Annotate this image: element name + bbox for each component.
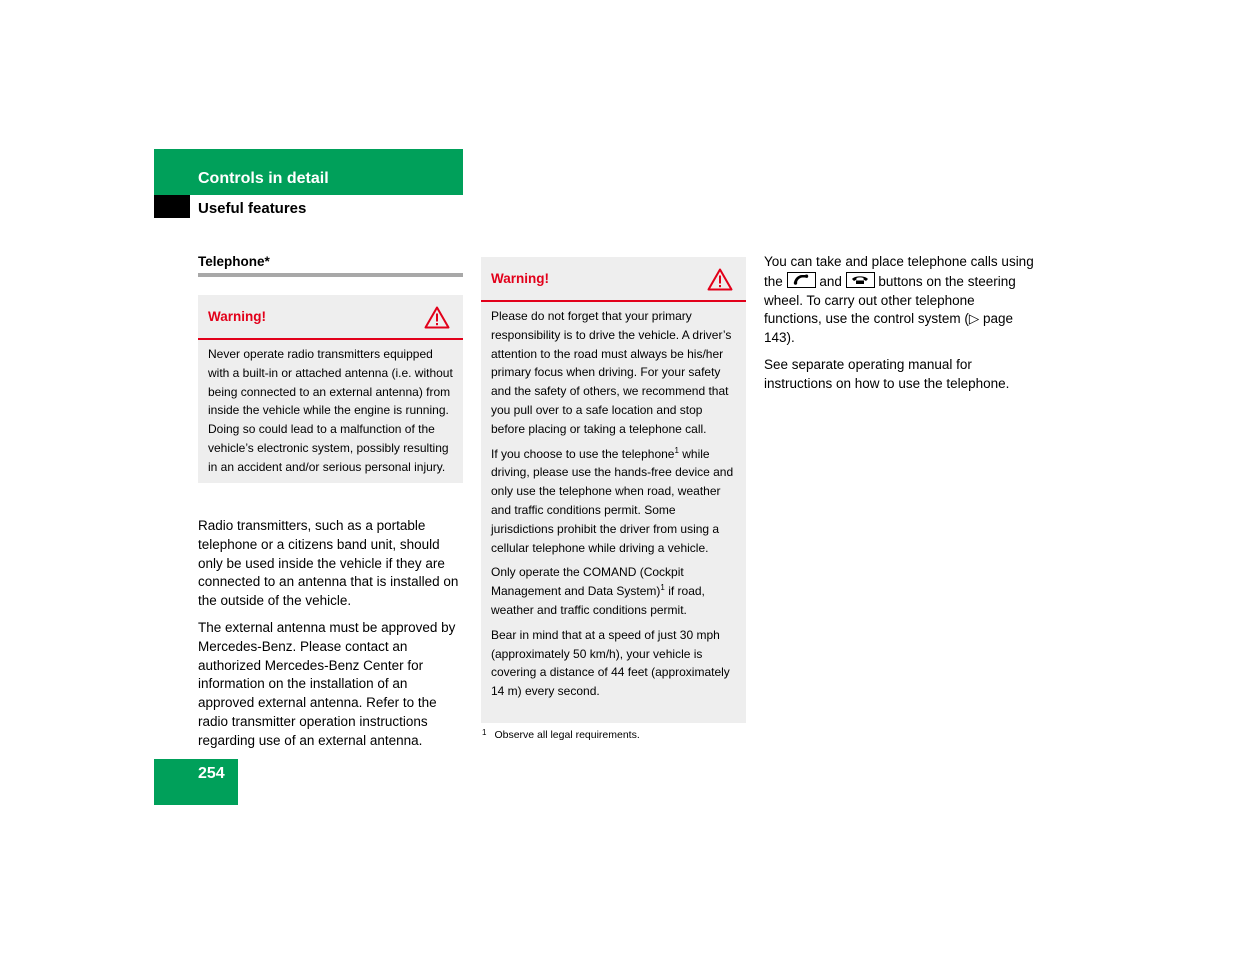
phone-end-icon bbox=[846, 272, 875, 288]
warning-title: Warning! bbox=[491, 271, 549, 286]
text-fragment: and bbox=[819, 273, 842, 289]
text-fragment: Only operate the COMAND (Cockpit Management and Data System) bbox=[491, 565, 684, 599]
text-fragment: while driving, please use the hands-free device and only use the telephone when road, weather and traffic conditions permit. Some jurisdictions prohibit the driver from using a cellular telephone while driving a vehicle. bbox=[491, 446, 734, 555]
phone-send-icon bbox=[787, 272, 816, 288]
topic-title: Telephone* bbox=[198, 254, 270, 269]
warning-text bbox=[481, 302, 746, 707]
section-tab-marker bbox=[154, 195, 190, 218]
warning-paragraph-responsibility: Please do not forget that your primary responsibility is to drive the vehicle. A driver’s attention to the road must always be his/her primary focus when driving. For your safety and the safety of others, we recommend that you pull over to a safe location and stop before placing or taking a telephone call. bbox=[491, 309, 732, 436]
page-number-box bbox=[154, 759, 238, 805]
paragraph-operating-manual: See separate operating manual for instructions on how to use the telephone. bbox=[764, 356, 1010, 391]
page-reference: (▷ page 143). bbox=[764, 311, 1014, 346]
warning-box-middle bbox=[481, 257, 746, 723]
text-fragment: buttons on the steering wheel. To carry out other telephone functions, use the control system bbox=[764, 273, 1016, 327]
warning-triangle-icon bbox=[707, 268, 733, 291]
warning-paragraph-comand bbox=[491, 563, 737, 619]
warning-box-left bbox=[198, 295, 463, 483]
footnote-text: Observe all legal requirements. bbox=[494, 729, 640, 741]
paragraph-radio-transmitters: Radio transmitters, such as a portable telephone or a citizens band unit, should only be used inside the vehicle if they are connected to an antenna that is installed on the outside of the vehicle. bbox=[198, 518, 459, 609]
footnote-mark: 1 bbox=[482, 728, 487, 737]
topic-rule bbox=[198, 273, 463, 277]
footnote-ref: 1 bbox=[660, 583, 665, 593]
footnote bbox=[482, 728, 640, 743]
warning-paragraph-speed: Bear in mind that at a speed of just 30 mph (approximately 50 km/h), your vehicle is covering a distance of 44 feet (approximately 14 m) every second. bbox=[491, 627, 730, 699]
paragraph-telephone-calls bbox=[764, 253, 1034, 348]
warning-text bbox=[198, 340, 463, 483]
text-fragment: if road, weather and traffic conditions permit. bbox=[491, 584, 705, 617]
left-body bbox=[198, 517, 466, 759]
warning-title: Warning! bbox=[208, 309, 266, 324]
warning-paragraph: Never operate radio transmitters equipped with a built-in or attached antenna (i.e. without being connected to an external antenna) from inside the vehicle while the engine is running. Doing so could lead to a malfunction of the vehicle’s electronic system, possibly resulting in an accident and/or serious personal injury. bbox=[208, 347, 453, 474]
section-title: Useful features bbox=[198, 200, 307, 217]
text-fragment: If you choose to use the telephone bbox=[491, 446, 675, 461]
warning-paragraph-hands-free bbox=[491, 445, 737, 558]
page-number: 254 bbox=[198, 765, 225, 782]
paragraph-external-antenna: The external antenna must be approved by Mercedes-Benz. Please contact an authorized Mercedes-Benz Center for information on the installation of an approved external antenna. Refer to the radio transmitter operation instructions regarding use of an external antenna. bbox=[198, 619, 456, 748]
warning-header bbox=[481, 257, 746, 302]
warning-header bbox=[198, 295, 463, 340]
warning-triangle-icon bbox=[424, 306, 450, 329]
text-fragment: You can take and place telephone calls using the bbox=[764, 254, 1034, 289]
footnote-ref: 1 bbox=[674, 445, 679, 455]
chapter-title: Controls in detail bbox=[198, 170, 329, 187]
right-body bbox=[764, 253, 1034, 402]
